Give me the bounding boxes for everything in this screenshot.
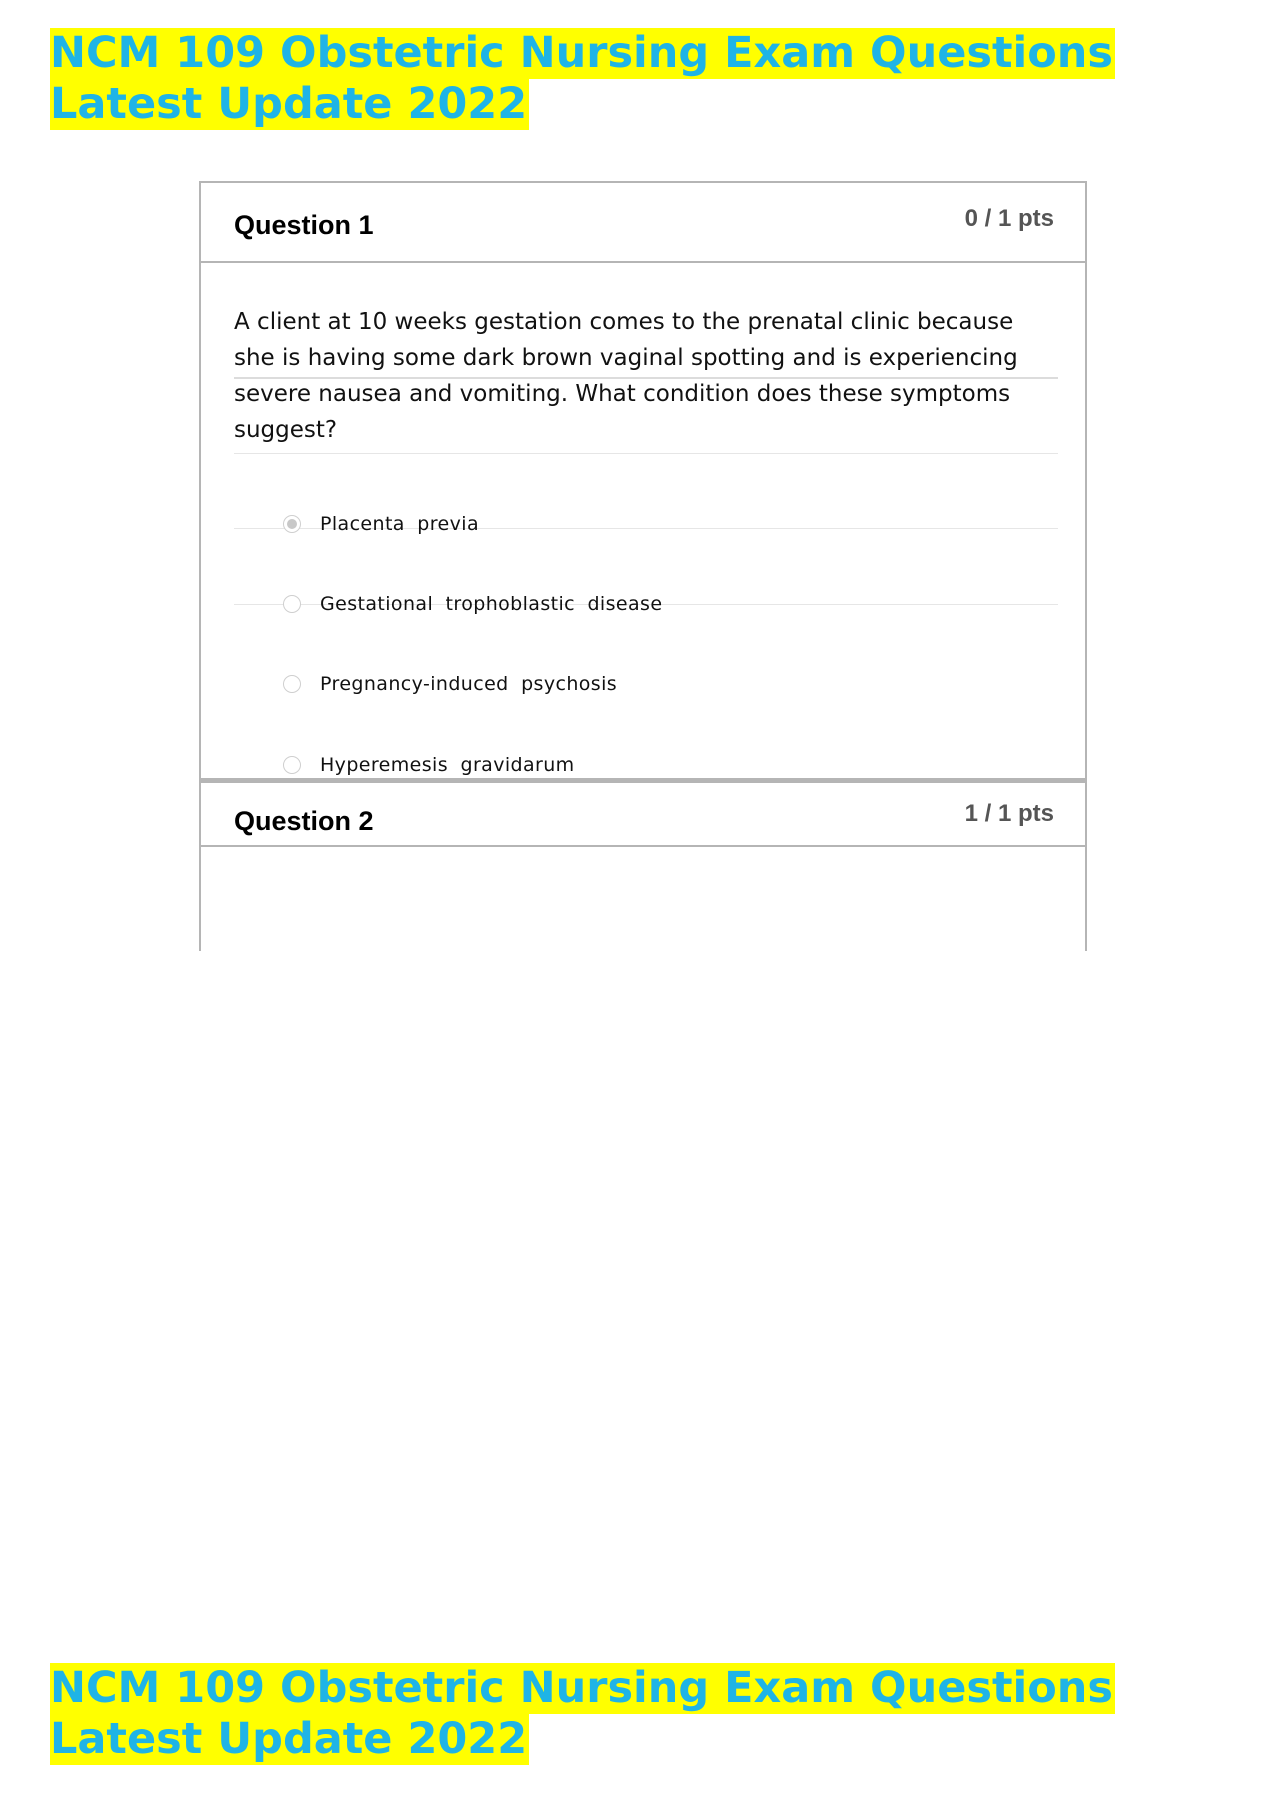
divider xyxy=(234,377,1058,379)
radio-button[interactable] xyxy=(283,675,301,693)
radio-button-selected[interactable] xyxy=(283,515,301,533)
title-line-1: NCM 109 Obstetric Nursing Exam Questions xyxy=(50,1663,1114,1713)
question-header-2 xyxy=(201,783,1085,847)
answer-option-hyperemesis-gravidarum[interactable] xyxy=(283,752,575,778)
title-line-2: Latest Update 2022 xyxy=(50,79,528,129)
document-title-top xyxy=(50,28,1115,130)
question-card-1 xyxy=(199,181,1087,782)
question-title-1: Question 1 xyxy=(234,210,374,240)
title-line-2: Latest Update 2022 xyxy=(50,1714,528,1764)
question-text-1: A client at 10 weeks gestation comes to the prenatal clinic because she is having some dark brown vaginal spotting and is experiencing severe nausea and vomiting. What condition does these symptoms suggest? xyxy=(234,309,1018,443)
question-header-1 xyxy=(201,183,1085,263)
answer-option-label: Pregnancy-induced psychosis xyxy=(320,673,618,695)
radio-button[interactable] xyxy=(283,595,301,613)
answer-option-pregnancy-induced-psychosis[interactable] xyxy=(283,671,617,697)
question-points-2: 1 / 1 pts xyxy=(964,800,1054,827)
card-bottom-border xyxy=(201,778,1085,780)
question-points-1: 0 / 1 pts xyxy=(964,205,1054,232)
answer-option-label: Gestational trophoblastic disease xyxy=(320,593,663,615)
answer-option-gestational-trophoblastic-disease[interactable] xyxy=(283,591,662,617)
divider xyxy=(234,453,1058,454)
document-title-bottom xyxy=(50,1663,1115,1765)
question-title-2: Question 2 xyxy=(234,806,374,836)
answer-option-label: Placenta previa xyxy=(320,513,479,535)
radio-button[interactable] xyxy=(283,756,301,774)
title-line-1: NCM 109 Obstetric Nursing Exam Questions xyxy=(50,28,1114,78)
question-card-2 xyxy=(199,781,1087,951)
answer-option-placenta-previa[interactable] xyxy=(283,511,479,537)
answer-option-label: Hyperemesis gravidarum xyxy=(320,754,575,776)
